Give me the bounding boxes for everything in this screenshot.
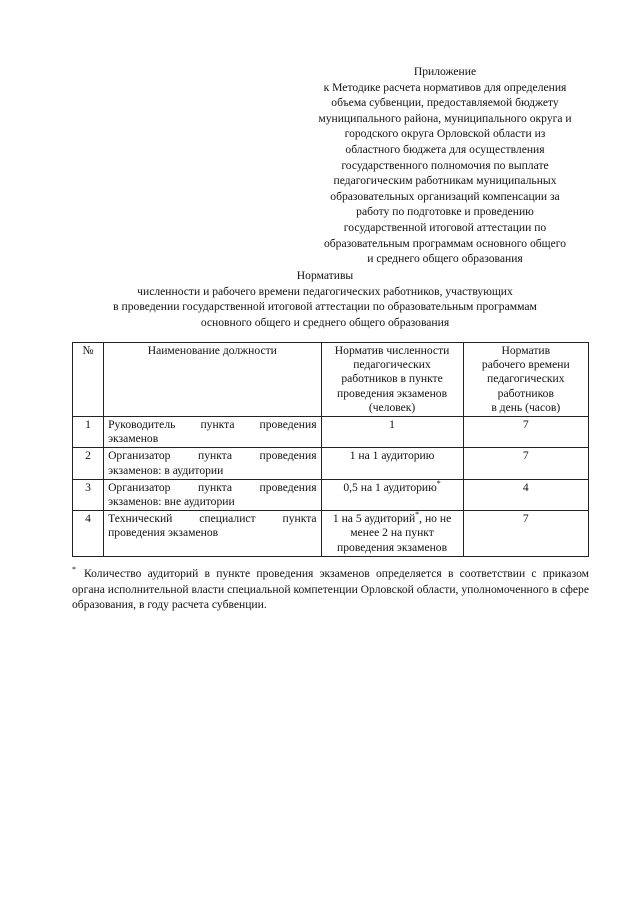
position-name: Организатор пункта проведения экзаменов: в аудитории — [104, 448, 321, 479]
header-num: № — [73, 343, 104, 417]
position-name: Технический специалист пункта проведения экзаменов — [104, 511, 321, 557]
header-name: Наименование должности — [104, 343, 321, 417]
time-norm: 4 — [463, 479, 588, 510]
table-row — [73, 417, 589, 448]
appendix-line: педагогическим работникам муниципальных — [333, 174, 557, 188]
header-line: Норматив численности — [334, 344, 450, 357]
footnote-ref: * — [436, 478, 441, 488]
header-line: в день (часов) — [491, 400, 561, 414]
staff-norm-value: 0,5 на 1 аудиторию — [343, 480, 437, 494]
header-line: педагогических — [353, 358, 431, 372]
appendix-line: образовательных организаций компенсации за — [330, 189, 560, 203]
position-name: Руководитель пункта проведения экзаменов — [104, 417, 321, 448]
staff-norm — [321, 479, 463, 510]
staff-norm — [321, 417, 463, 448]
staff-norm-rest: , но не менее 2 на пункт проведения экзаменов — [337, 512, 452, 554]
header-line: рабочего времени — [481, 358, 570, 372]
norms-table — [72, 342, 589, 557]
appendix-line: областного бюджета для осуществления — [345, 142, 545, 156]
appendix-line: образовательным программам основного общего — [323, 236, 566, 250]
time-norm: 7 — [463, 417, 588, 448]
appendix-line: и среднего общего образования — [367, 252, 523, 266]
appendix-line: городского округа Орловской области из — [344, 127, 546, 141]
staff-norm-value: 1 на 1 аудиторию — [349, 449, 435, 463]
staff-norm — [321, 448, 463, 479]
time-norm: 7 — [463, 511, 588, 557]
row-number: 1 — [73, 417, 104, 448]
heading-subtitle-line: численности и рабочего времени педагогических работников, участвующих — [137, 284, 513, 298]
document-heading — [60, 268, 590, 330]
appendix-line: государственного полномочия по выплате — [341, 158, 549, 172]
appendix-line: государственной итоговой аттестации по — [343, 220, 547, 234]
heading-subtitle-line: основного общего и среднего общего образования — [200, 315, 450, 329]
header-line: работников в пункте — [341, 372, 443, 386]
row-number: 4 — [73, 511, 104, 557]
footnote-mark: * — [72, 565, 76, 575]
table-row — [73, 479, 589, 510]
footnote-ref: * — [415, 510, 420, 520]
header-line: педагогических — [487, 372, 565, 386]
appendix-line: работу по подготовке и проведению — [356, 205, 534, 219]
appendix-line: к Методике расчета нормативов для определения — [323, 80, 567, 94]
appendix-block — [300, 64, 590, 267]
heading-title: Нормативы — [296, 269, 354, 282]
table-row — [73, 511, 589, 557]
staff-norm-value: 1 — [389, 418, 395, 432]
row-number: 3 — [73, 479, 104, 510]
appendix-line: муниципального района, муниципального округа и — [318, 111, 572, 125]
header-staff-norm — [321, 343, 463, 417]
time-norm: 7 — [463, 448, 588, 479]
header-line: (человек) — [368, 400, 416, 414]
table-row — [73, 448, 589, 479]
header-time-norm — [463, 343, 588, 417]
row-number: 2 — [73, 448, 104, 479]
header-line: проведения экзаменов — [337, 386, 448, 400]
footnote — [72, 566, 589, 613]
staff-norm — [321, 511, 463, 557]
heading-subtitle-line: в проведении государственной итоговой аттестации по образовательным программам — [113, 300, 537, 314]
header-line: работников — [497, 386, 554, 400]
footnote-text: Количество аудиторий в пункте проведения экзаменов определяется в соответствии с приказом органа исполнительной власти специальной компетенции Орловской области, уполномоченного в сфере образования, в году расчета субвенции. — [72, 567, 589, 611]
header-line: Норматив — [501, 344, 551, 357]
position-name: Организатор пункта проведения экзаменов: вне аудитории — [104, 479, 321, 510]
appendix-title: Приложение — [413, 65, 477, 78]
staff-norm-value: 1 на 5 аудиторий — [332, 512, 416, 526]
table-header-row — [73, 343, 589, 417]
appendix-line: объема субвенции, предоставляемой бюджету — [331, 96, 559, 110]
